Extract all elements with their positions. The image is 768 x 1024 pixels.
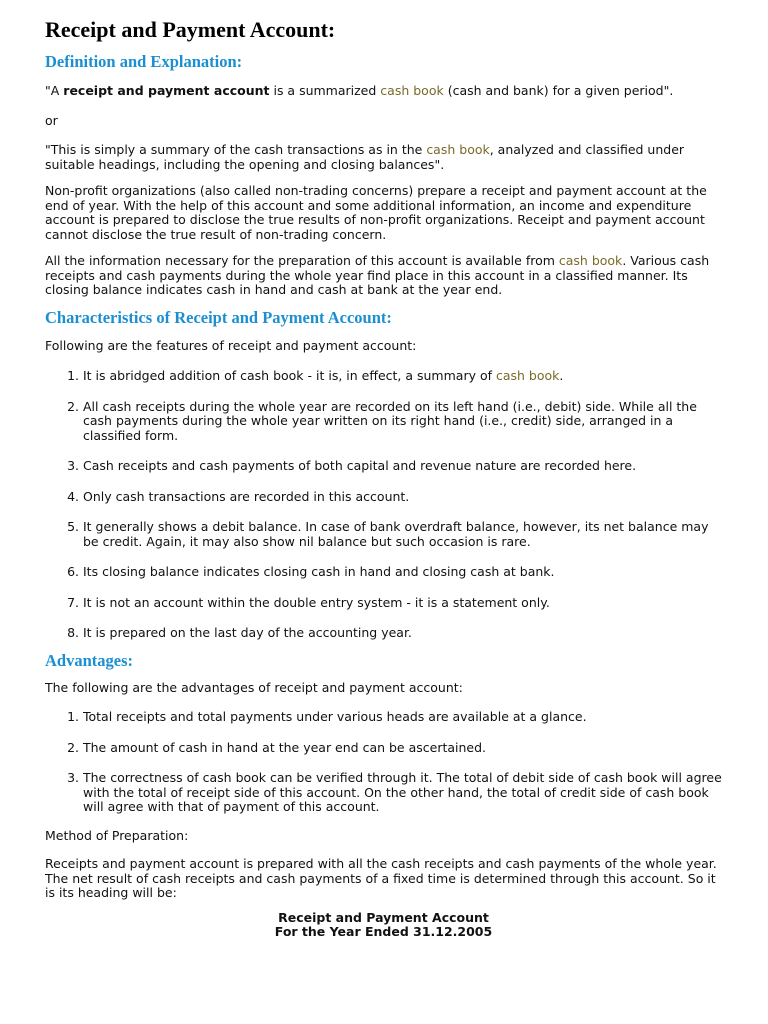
or-text: or (45, 112, 58, 128)
list-item: 2. The amount of cash in hand at the year end can be ascertained. (83, 741, 722, 756)
characteristics-list (45, 369, 722, 641)
cash-book-link[interactable]: cash book (495, 368, 560, 383)
definition-2-pre: "This is simply a summary of the cash transactions as in the (45, 142, 427, 157)
item-1-pre: It is abridged addition of cash book - it is, in effect, a summary of (83, 368, 496, 383)
definition-1-pre: "A (45, 83, 64, 98)
list-item (83, 369, 722, 384)
method-paragraph: Receipts and payment account is prepared with all the cash receipts and cash payments of the whole year. The net result of cash receipts and cash payments of a fixed time is determined through this account. So it is its heading will be: (45, 856, 717, 900)
advantages-list (45, 710, 722, 815)
definition-2 (45, 143, 722, 172)
definition-1-mid: is a summarized (269, 83, 381, 98)
cash-book-link[interactable]: cash book (380, 83, 444, 98)
list-item: 7. It is not an account within the double entry system - it is a statement only. (83, 596, 722, 611)
characteristics-heading: Characteristics of Receipt and Payment Account: (45, 307, 392, 327)
account-heading-line-2: For the Year Ended 31.12.2005 (274, 924, 493, 939)
cash-book-link[interactable]: cash book (426, 142, 490, 157)
definition-1-bold: receipt and payment account (63, 83, 270, 98)
list-item: 6. Its closing balance indicates closing cash in hand and closing cash at bank. (83, 565, 722, 580)
item-1-post: . (559, 368, 564, 383)
list-item: 5. It generally shows a debit balance. In case of bank overdraft balance, however, its net balance may be credit. Again, it may also show nil balance but such occasion is rare. (83, 520, 722, 549)
account-heading-line-1: Receipt and Payment Account (278, 909, 489, 925)
list-item: 3. Cash receipts and cash payments of both capital and revenue nature are recorded here. (83, 459, 722, 474)
definition-1-post: (cash and bank) for a given period". (443, 83, 674, 98)
cash-book-link[interactable]: cash book (558, 253, 623, 268)
characteristics-intro: Following are the features of receipt and payment account: (45, 337, 417, 353)
list-item: 4. Only cash transactions are recorded in this account. (83, 490, 722, 505)
list-item: 8. It is prepared on the last day of the accounting year. (83, 626, 722, 641)
paragraph-non-profit: Non-profit organizations (also called non-trading concerns) prepare a receipt and payment account at the end of year. With the help of this account and some additional information, an income and expenditure account is prepared to disclose the true results of non-profit organizations. Receipt and payment account cannot disclose the true result of non-trading concern. (45, 183, 707, 242)
definition-heading: Definition and Explanation: (45, 52, 243, 71)
advantages-intro: The following are the advantages of receipt and payment account: (45, 679, 463, 695)
paragraph-information-post: . Various cash receipts and cash payments during the whole year find place in this account in a classified manner. Its closing balance indicates cash in hand and cash at bank at the year end. (45, 253, 710, 297)
advantages-heading: Advantages: (45, 650, 134, 670)
page-title: Receipt and Payment Account: (45, 17, 336, 42)
definition-1 (45, 84, 722, 99)
list-item: 2. All cash receipts during the whole year are recorded on its left hand (i.e., debit) side. While all the cash payments during the whole year written on its right hand (i.e., credit) side, arranged in a classified form. (83, 400, 722, 444)
method-label: Method of Preparation: (45, 827, 189, 843)
paragraph-information-pre: All the information necessary for the preparation of this account is available from (45, 253, 559, 268)
list-item: 1. Total receipts and total payments under various heads are available at a glance. (83, 710, 722, 725)
list-item: 3. The correctness of cash book can be verified through it. The total of debit side of cash book will agree with the total of receipt side of this account. On the other hand, the total of credit side of cash book will agree with that of payment of this account. (83, 771, 722, 815)
definition-2-post: , analyzed and classified under suitable headings, including the opening and closing balances". (45, 142, 685, 172)
paragraph-information (45, 254, 722, 298)
